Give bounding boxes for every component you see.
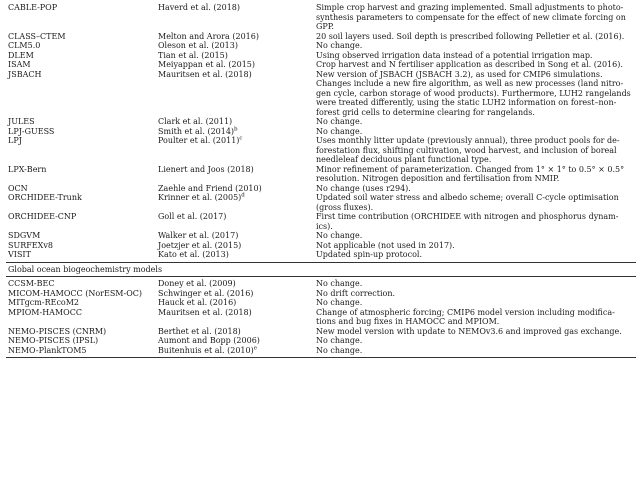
- reference-cell: [158, 70, 316, 80]
- reference-cell: [158, 346, 316, 356]
- table-row: [6, 241, 636, 251]
- reference: Aumont and Bopp (2006): [158, 336, 260, 345]
- description-line: Using observed irrigation data instead of a potential irrigation map.: [316, 50, 593, 60]
- footnote-marker: c: [239, 135, 243, 142]
- model-name: NEMO-PISCES (IPSL): [8, 336, 99, 345]
- change-description: [316, 336, 634, 346]
- table-row: [6, 308, 636, 327]
- change-description: [316, 193, 634, 212]
- description-line: synthesis parameters to compensate for the effect of new climate forcing on: [316, 12, 626, 22]
- model-name: CLM5.0: [8, 41, 41, 50]
- description-line: No change.: [316, 41, 363, 50]
- description-line: No drift correction.: [316, 288, 396, 298]
- description-line: New model version with update to NEMOv3.6 and improved gas exchange.: [316, 326, 622, 336]
- change-description: [316, 32, 634, 42]
- table-bottom-rule: [6, 357, 636, 358]
- description-line: 20 soil layers used. Soil depth is prescribed following Pelletier et al. (2016).: [316, 31, 625, 41]
- reference-cell: [158, 32, 316, 42]
- table-row: [6, 231, 636, 241]
- description-line: forestation flux, shifting cultivation, wood harvest, and inclusion of boreal: [316, 145, 617, 155]
- reference-cell: [158, 51, 316, 61]
- model-name: LPX-Bern: [8, 164, 47, 174]
- table-row: [6, 279, 636, 289]
- reference-cell: [158, 136, 316, 146]
- reference: Kato et al. (2013): [158, 250, 229, 259]
- description-line: No change.: [316, 117, 363, 126]
- description-line: No change.: [316, 298, 363, 307]
- reference: Melton and Arora (2016): [158, 31, 259, 41]
- model-changes-table: [6, 3, 636, 360]
- description-line: First time contribution (ORCHIDEE with nitrogen and phosphorus dynam-: [316, 212, 619, 221]
- description-line: Uses monthly litter update (previously annual), three product pools for de-: [316, 136, 620, 145]
- change-description: [316, 51, 634, 61]
- description-line: were treated differently, using the static LUH2 information on forest–non-: [316, 98, 617, 107]
- model-name: ORCHIDEE-CNP: [8, 212, 77, 221]
- reference-cell: [158, 127, 316, 137]
- table-row: [6, 70, 636, 118]
- change-description: [316, 241, 634, 251]
- table-row: [6, 117, 636, 127]
- change-description: [316, 136, 634, 165]
- reference: Krinner et al. (2005): [158, 193, 242, 202]
- change-description: [316, 127, 634, 137]
- table-row: [6, 193, 636, 212]
- model-name: MITgcm-REcoM2: [8, 298, 80, 307]
- description-line: Updated soil water stress and albedo scheme; overall C-cycle optimisation: [316, 193, 619, 202]
- model-name: CCSM-BEC: [8, 279, 55, 288]
- change-description: [316, 346, 634, 356]
- description-line: No change.: [316, 231, 363, 240]
- table-row: [6, 184, 636, 194]
- table-row: [6, 289, 636, 299]
- reference: Hauck et al. (2016): [158, 298, 237, 307]
- change-description: [316, 60, 634, 70]
- description-line: No change.: [316, 345, 363, 355]
- table-row: [6, 298, 636, 308]
- reference-cell: [158, 289, 316, 299]
- model-name: LPJ: [8, 136, 22, 145]
- reference-cell: [158, 3, 316, 13]
- model-name: JULES: [8, 117, 35, 126]
- table-row: [6, 136, 636, 165]
- ocean-section-title: Global ocean biogeochemistry models: [8, 264, 163, 274]
- change-description: [316, 165, 634, 184]
- description-line: No change (uses r294).: [316, 183, 411, 193]
- reference: Poulter et al. (2011): [158, 136, 240, 145]
- reference: Doney et al. (2009): [158, 279, 236, 288]
- reference: Oleson et al. (2013): [158, 41, 238, 50]
- model-name: MICOM-HAMOCC (NorESM-OC): [8, 288, 142, 298]
- description-line: ics).: [316, 221, 333, 231]
- description-line: needleleaf deciduous plant functional type.: [316, 155, 492, 164]
- footnote-marker: d: [241, 192, 245, 199]
- ocean-models-section: [6, 279, 636, 355]
- reference: Walker et al. (2017): [158, 231, 239, 240]
- description-line: Not applicable (not used in 2017).: [316, 240, 455, 250]
- reference: Smith et al. (2014): [158, 126, 235, 136]
- footnote-marker: e: [253, 344, 257, 351]
- table-row: [6, 346, 636, 356]
- reference-cell: [158, 165, 316, 175]
- description-line: Simple crop harvest and grazing implemented. Small adjustments to photo-: [316, 3, 624, 12]
- table-row: [6, 165, 636, 184]
- reference-cell: [158, 60, 316, 70]
- description-line: No change.: [316, 126, 363, 136]
- model-name: OCN: [8, 183, 28, 193]
- change-description: [316, 250, 634, 260]
- model-name: NEMO-PlankTOM5: [8, 345, 87, 355]
- description-line: tions and bug fixes in HAMOCC and MPIOM.: [316, 317, 500, 326]
- change-description: [316, 308, 634, 327]
- description-line: forest grid cells to determine clearing for rangelands.: [316, 107, 535, 117]
- change-description: [316, 212, 634, 231]
- reference: Clark et al. (2011): [158, 117, 233, 126]
- section-divider-bottom: [6, 276, 636, 277]
- model-name: CLASS–CTEM: [8, 31, 66, 41]
- reference: Tian et al. (2015): [158, 50, 228, 60]
- section-divider-top: [6, 262, 636, 263]
- reference-cell: [158, 184, 316, 194]
- reference: Meiyappan et al. (2015): [158, 60, 255, 69]
- table-row: [6, 51, 636, 61]
- table-row: [6, 327, 636, 337]
- change-description: [316, 3, 634, 32]
- reference: Goll et al. (2017): [158, 212, 227, 221]
- reference: Zaehle and Friend (2010): [158, 183, 262, 193]
- model-name: SURFEXv8: [8, 240, 53, 250]
- table-row: [6, 250, 636, 260]
- table-row: [6, 60, 636, 70]
- table-row: [6, 3, 636, 32]
- description-line: Minor refinement of parameterization. Changed from 1° × 1° to 0.5° × 0.5°: [316, 164, 625, 174]
- reference: Lienert and Joos (2018): [158, 164, 254, 174]
- reference-cell: [158, 327, 316, 337]
- description-line: No change.: [316, 279, 363, 288]
- reference: Schwinger et al. (2016): [158, 288, 254, 298]
- change-description: [316, 279, 634, 289]
- description-line: Change of atmospheric forcing; CMIP6 model version including modifica-: [316, 307, 615, 317]
- model-name: MPIOM-HAMOCC: [8, 307, 82, 317]
- description-line: Updated spin-up protocol.: [316, 250, 423, 259]
- reference: Haverd et al. (2018): [158, 3, 240, 12]
- change-description: [316, 231, 634, 241]
- description-line: (gross fluxes).: [316, 202, 374, 212]
- reference: Buitenhuis et al. (2010): [158, 345, 254, 355]
- description-line: GPP.: [316, 22, 335, 31]
- reference: Mauritsen et al. (2018): [158, 307, 252, 317]
- model-name: NEMO-PISCES (CNRM): [8, 326, 107, 336]
- model-name: JSBACH: [8, 69, 42, 79]
- reference-cell: [158, 298, 316, 308]
- description-line: No change.: [316, 336, 363, 345]
- reference-cell: [158, 41, 316, 51]
- change-description: [316, 327, 634, 337]
- change-description: [316, 298, 634, 308]
- model-name: SDGVM: [8, 231, 41, 240]
- model-name: CABLE-POP: [8, 3, 58, 12]
- table-row: [6, 336, 636, 346]
- change-description: [316, 41, 634, 51]
- model-name: ORCHIDEE-Trunk: [8, 193, 82, 202]
- reference-cell: [158, 193, 316, 203]
- reference-cell: [158, 279, 316, 289]
- description-line: Crop harvest and N fertiliser application as described in Song et al. (2016).: [316, 60, 623, 69]
- reference-cell: [158, 212, 316, 222]
- reference-cell: [158, 231, 316, 241]
- table-row: [6, 127, 636, 137]
- table-row: [6, 212, 636, 231]
- land-models-section: [6, 3, 636, 260]
- reference-cell: [158, 336, 316, 346]
- description-line: New version of JSBACH (JSBACH 3.2), as used for CMIP6 simulations.: [316, 69, 603, 79]
- table-row: [6, 32, 636, 42]
- description-line: resolution. Nitrogen deposition and fertilisation from NMIP.: [316, 174, 560, 183]
- footnote-marker: b: [234, 125, 238, 132]
- reference: Joetzjer et al. (2015): [158, 240, 242, 250]
- description-line: gen cycle, carbon storage of wood products). Furthermore, LUH2 rangelands: [316, 88, 631, 98]
- model-name: VISIT: [8, 250, 31, 259]
- reference: Berthet et al. (2018): [158, 326, 241, 336]
- model-name: LPJ-GUESS: [8, 126, 55, 136]
- change-description: [316, 184, 634, 194]
- change-description: [316, 117, 634, 127]
- reference: Mauritsen et al. (2018): [158, 69, 252, 79]
- model-name: DLEM: [8, 50, 34, 60]
- table-row: [6, 41, 636, 51]
- model-name: ISAM: [8, 60, 31, 69]
- change-description: [316, 289, 634, 299]
- reference-cell: [158, 241, 316, 251]
- description-line: Changes include a new fire algorithm, as well as new processes (land nitro-: [316, 79, 624, 88]
- change-description: [316, 70, 634, 118]
- reference-cell: [158, 250, 316, 260]
- reference-cell: [158, 308, 316, 318]
